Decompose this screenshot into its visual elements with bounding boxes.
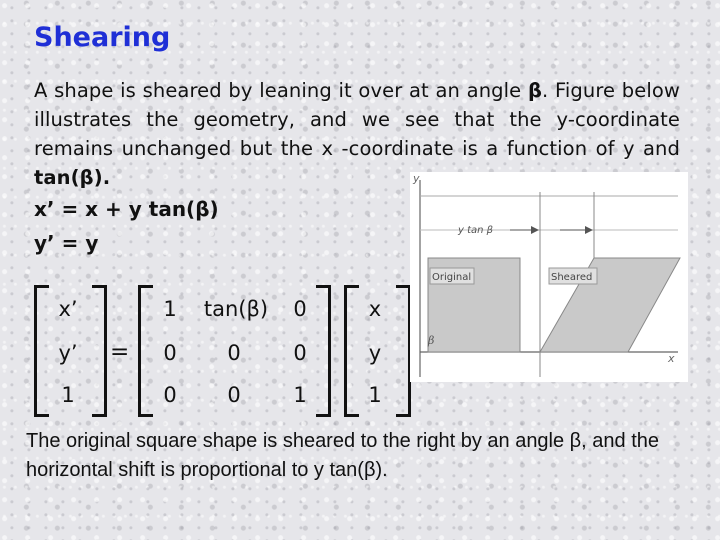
x-axis-label: x	[668, 352, 675, 365]
y-axis-label: y	[413, 172, 420, 185]
intro-text-1: A shape is sheared by leaning it over at an angle	[34, 79, 528, 102]
lhs-cell: 1	[61, 383, 75, 407]
original-label: Original	[432, 272, 472, 283]
matrix-cell: 0	[227, 341, 241, 365]
shear-matrix-equation	[34, 285, 414, 415]
lhs-cell: y’	[58, 341, 78, 365]
angle-label: β	[428, 334, 435, 347]
conclusion-text: The original square shape is sheared to the right by an angle β, and the horizontal shift is proportional to y tan(β).	[26, 430, 660, 481]
shear-geometry-figure	[410, 172, 688, 382]
shift-label: y tan β	[458, 225, 494, 236]
lhs-right-bracket	[92, 285, 107, 417]
intro-text-2: . Figure below illustrates the geometry, and we see that the y-coordinate remains unchanged but the x -coordinate is a function of y and	[34, 79, 680, 160]
matrix-cell: 1	[293, 383, 307, 407]
matrix-cell: 0	[293, 341, 307, 365]
lhs-cell: x’	[58, 297, 78, 321]
tan-beta: tan(β).	[34, 166, 111, 189]
matrix-cell: 0	[163, 341, 177, 365]
lhs-left-bracket	[34, 285, 49, 417]
rhs-cell: x	[368, 297, 382, 321]
beta-symbol: β	[527, 79, 542, 102]
rhs-cell: 1	[368, 383, 382, 407]
rhs-cell: y	[368, 341, 382, 365]
slide-title: Shearing	[34, 22, 171, 53]
equals-sign: =	[110, 339, 130, 365]
sheared-label: Sheared	[551, 272, 593, 283]
equation-x: x’ = x + y tan(β)	[34, 197, 219, 221]
matrix-cell: 1	[163, 297, 177, 321]
equation-y: y’ = y	[34, 231, 99, 255]
rhs-right-bracket	[396, 285, 411, 417]
matrix-cell: 0	[227, 383, 241, 407]
matrix-cell: 0	[163, 383, 177, 407]
matrix-cell: tan(β)	[203, 297, 269, 321]
matrix-cell: 0	[293, 297, 307, 321]
shear-diagram	[410, 172, 688, 382]
